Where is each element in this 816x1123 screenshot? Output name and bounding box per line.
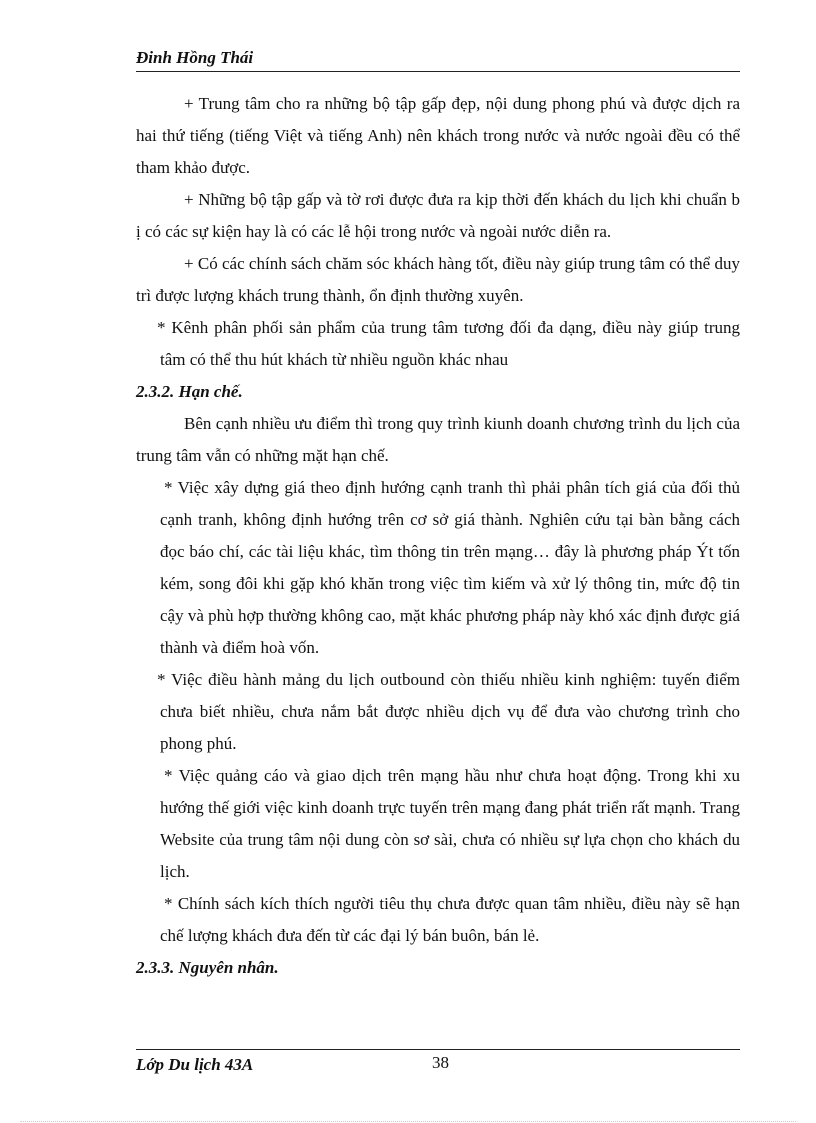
page-number: 38 (432, 1053, 449, 1072)
paragraph-online-advertising: * Việc quảng cáo và giao dịch trên mạng hầu như chưa hoạt động. Trong khi xu hướng thế giới việc kinh doanh trực tuyến trên mạng đang phát triển rất mạnh. Trang Website của trung tâm nội dung còn sơ sài, chưa có nhiều sự lựa chọn cho khách du lịch. (160, 766, 740, 881)
paragraph-brochures: + Trung tâm cho ra những bộ tập gấp đẹp, nội dung phong phú và được dịch ra hai thứ tiếng (tiếng Việt và tiếng Anh) nên khách trong nước và nước ngoài đều có thể tham khảo được. (136, 94, 740, 177)
section-heading-causes: 2.3.3. Nguyên nhân. (136, 958, 279, 977)
paragraph-outbound: * Việc điều hành mảng du lịch outbound còn thiếu nhiều kinh nghiệm: tuyến điểm chưa biết nhiều, chưa nắm bắt được nhiều dịch vụ để đưa vào chương trình cho phong phú. (157, 670, 740, 753)
paragraph-pricing: * Việc xây dựng giá theo định hướng cạnh tranh thì phải phân tích giá của đối thủ cạnh tranh, không định hướng trên cơ sở giá thành. Nghiên cứu tại bàn bằng cách đọc báo chí, các tài liệu khác, tìm thông tin trên mạng… đây là phương pháp Ýt tốn kém, song đôi khi gặp khó khăn trong việc tìm kiếm và xử lý thông tin, mức độ tin cậy và phù hợp thường không cao, mặt khác phương pháp này khó xác định được giá thành và điểm hoà vốn. (160, 478, 740, 657)
page-edge-divider (20, 1121, 796, 1122)
section-heading-limitations: 2.3.2. Hạn chế. (136, 382, 243, 401)
paragraph-incentives: * Chính sách kích thích người tiêu thụ chưa được quan tâm nhiều, điều này sẽ hạn chế lượng khách đưa đến từ các đại lý bán buôn, bán lẻ. (160, 894, 740, 945)
header-author: Đinh Hồng Thái (136, 48, 254, 67)
header-divider (136, 71, 740, 72)
footer-divider (136, 1049, 740, 1050)
document-body (136, 88, 740, 984)
footer-class-name: Lớp Du lịch 43A (136, 1055, 254, 1074)
paragraph-leaflets: + Những bộ tập gấp và tờ rơi được đưa ra kịp thời đến khách du lịch khi chuẩn b ị có các sự kiện hay là có các lễ hội trong nước và ngoài nước diễn ra. (136, 190, 740, 241)
paragraph-customer-care: + Có các chính sách chăm sóc khách hàng tốt, điều này giúp trung tâm có thể duy trì được lượng khách trung thành, ổn định thường xuyên. (136, 254, 740, 305)
paragraph-distribution: * Kênh phân phối sản phẩm của trung tâm tương đối đa dạng, điều này giúp trung tâm có thể thu hút khách từ nhiều nguồn khác nhau (157, 318, 740, 369)
paragraph-limitations-intro: Bên cạnh nhiều ưu điểm thì trong quy trình kiunh doanh chương trình du lịch của trung tâm vẫn có những mặt hạn chế. (136, 414, 740, 465)
